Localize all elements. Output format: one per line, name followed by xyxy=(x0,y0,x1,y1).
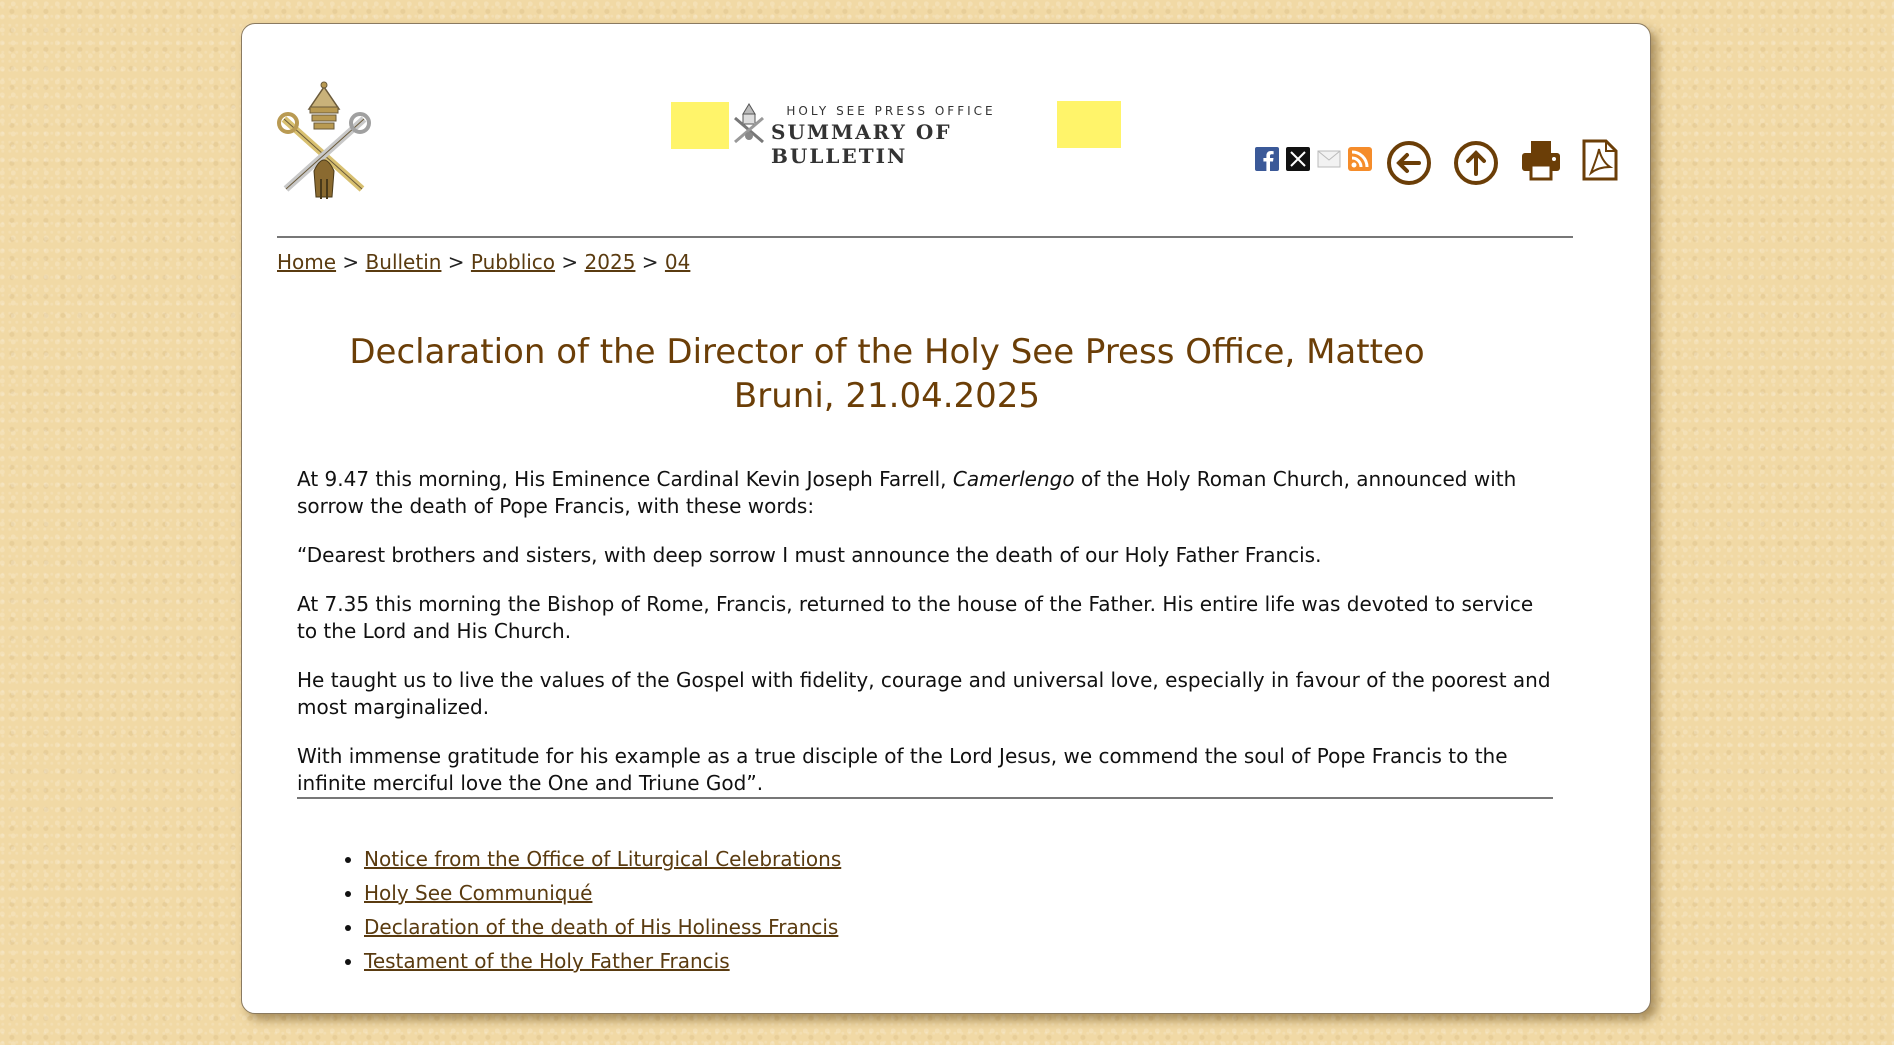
breadcrumb-separator: > xyxy=(561,250,579,274)
paragraph: At 9.47 this morning, His Eminence Cardinal Kevin Joseph Farrell, Camerlengo of the Holy Roman Church, announced with sorrow the death of Pope Francis, with these words: xyxy=(297,467,1517,518)
x-twitter-icon[interactable] xyxy=(1286,147,1310,171)
banner-highlight-left xyxy=(671,102,729,149)
related-link[interactable]: Holy See Communiqué xyxy=(364,881,593,905)
paragraph: He taught us to live the values of the Gospel with fidelity, courage and universal love, especially in favour of the poorest and most marginalized. xyxy=(297,668,1551,719)
list-item xyxy=(364,944,841,978)
papal-crest-logo xyxy=(274,79,374,201)
breadcrumb-pubblico[interactable]: Pubblico xyxy=(470,250,556,274)
breadcrumb-separator: > xyxy=(641,250,659,274)
paragraph: With immense gratitude for his example as a true disciple of the Lord Jesus, we commend the soul of Pope Francis to the infinite merciful love the One and Triune God”. xyxy=(297,744,1508,795)
breadcrumb-month[interactable]: 04 xyxy=(664,250,691,274)
banner-title: SUMMARY OF BULLETIN xyxy=(771,120,952,168)
related-links-list xyxy=(297,842,841,978)
breadcrumb-separator: > xyxy=(342,250,360,274)
banner-crest-icon xyxy=(731,100,767,146)
print-icon[interactable] xyxy=(1520,139,1562,181)
bulletin-banner xyxy=(671,98,1122,168)
breadcrumb-home[interactable]: Home xyxy=(277,250,337,274)
list-item xyxy=(364,842,841,876)
up-arrow-icon[interactable] xyxy=(1453,140,1499,186)
page-title: Declaration of the Director of the Holy See Press Office, Matteo Bruni, 21.04.2025 xyxy=(349,332,1425,416)
body-divider xyxy=(297,797,1553,799)
email-icon[interactable] xyxy=(1317,147,1341,171)
header-divider xyxy=(277,236,1573,238)
related-link[interactable]: Notice from the Office of Liturgical Celebrations xyxy=(364,847,842,871)
related-link[interactable]: Testament of the Holy Father Francis xyxy=(364,949,730,973)
paragraph: “Dearest brothers and sisters, with deep sorrow I must announce the death of our Holy Father Francis. xyxy=(297,543,1322,567)
list-item xyxy=(364,910,841,944)
breadcrumb-year[interactable]: 2025 xyxy=(584,250,636,274)
banner-subtitle: HOLY SEE PRESS OFFICE xyxy=(786,104,996,118)
back-arrow-icon[interactable] xyxy=(1386,140,1432,186)
paragraph: At 7.35 this morning the Bishop of Rome, Francis, returned to the house of the Father. His entire life was devoted to service to the Lord and His Church. xyxy=(297,592,1534,643)
breadcrumb-bulletin[interactable]: Bulletin xyxy=(365,250,442,274)
related-link[interactable]: Declaration of the death of His Holiness Francis xyxy=(364,915,839,939)
italic-term: Camerlengo xyxy=(952,467,1075,491)
list-item xyxy=(364,876,841,910)
page-card xyxy=(241,23,1651,1014)
breadcrumb xyxy=(277,250,690,274)
banner-highlight-right xyxy=(1057,101,1121,148)
pdf-icon[interactable] xyxy=(1582,139,1618,181)
facebook-icon[interactable] xyxy=(1255,147,1279,171)
article-body xyxy=(297,466,1557,819)
breadcrumb-separator: > xyxy=(447,250,465,274)
rss-icon[interactable] xyxy=(1348,147,1372,171)
